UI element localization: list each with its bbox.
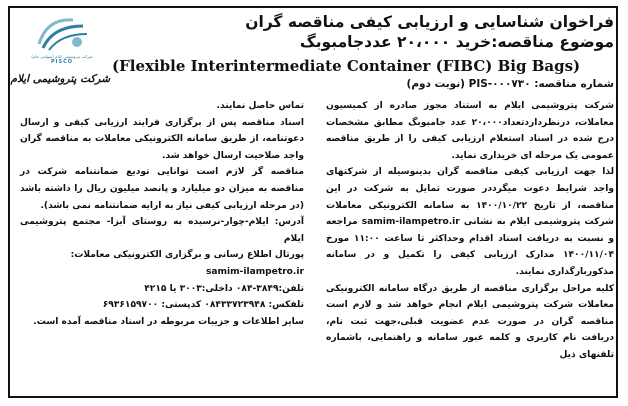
notice-header — [120, 12, 614, 52]
tender-number: شماره مناقصه: PIS-۰۰۰۷۳۰ (نوبت دوم) — [406, 78, 614, 90]
portal-label: پورتال اطلاع رسانی و برگزاری الکترونیکی معاملات: — [70, 250, 304, 261]
address: آدرس: ایلام-چوار-نرسیده به روستای آبزا- مجتمع پتروشیمی ایلام — [20, 217, 304, 244]
logo-company-name: شرکت پتروشیمی ایلام — [10, 73, 110, 85]
paragraph-documents: اسناد مناقصه پس از برگزاری فرایند ارزیابی کیفی و ارسال دعوتنامه، از طریق سامانه الکترونیکی معاملات به مناقصه گران واجد صلاحیت ارسال خواهد شد. — [20, 117, 304, 161]
fax-postal-code: تلفکس: ۰۸۴۳۳۷۲۳۹۴۸ کدپستی: ۶۹۳۶۱۵۹۷۰۰ — [102, 300, 304, 311]
company-logo — [10, 14, 110, 100]
left-column — [20, 98, 304, 330]
logo-subtitle: شرکت پتروشیمی ایلام (سهامی عام) — [31, 54, 93, 59]
english-product-title: (Flexible Interintermediate Container (FIBC) Big Bags) — [112, 57, 581, 75]
further-info: سایر اطلاعات و جزییات مربوطه در اسناد مناقصه آمده است. — [33, 316, 304, 327]
portal-link[interactable]: samim-ilampetro.ir — [205, 266, 304, 277]
paragraph-intro: شرکت پتروشیمی ایلام به استناد مجوز صادره از کمیسیون معاملات، درنظرداردتعداد۲۰،۰۰۰ عدد جامبوبگ مطابق مشخصات درج شده در اسناد استعلام ارزیابی کیفی را از طریق مناقصه عمومی یک مرحله ای خریداری نماید. — [326, 101, 614, 161]
tender-subject: موضوع مناقصه:خرید ۲۰،۰۰۰ عددجامبوبگ — [299, 33, 614, 51]
pisco-emblem-icon — [33, 14, 91, 54]
right-column — [326, 98, 614, 364]
notice-title: فراخوان شناسایی و ارزیابی کیفی مناقصه گران — [245, 13, 614, 31]
paragraph-contact: تماس حاصل نمایند. — [216, 101, 304, 111]
logo-abbreviation: PISCO — [50, 59, 74, 65]
paragraph-invitation: لذا جهت ارزیابی کیفی مناقصه گران بدینوسیله از شرکتهای واجد شرایط دعوت میگرددر صورت تمایل به شرکت در این مناقصه، از تاریخ ۱۴۰۰/۱۰/۲۲ به سامانه الکترونیکی معاملات شرکت پتروشیمی ایلام به نشانی samim-ilampetro.ir مراجعه و نسبت به دریافت اسناد اقدام وحداکثر تا ساعت ۱۱:۰۰ مورخ ۱۴۰۰/۱۱/۰۴ مدارک ارزیابی کیفی را تکمیل و در سامانه مذکوربارگذاری نمایند. — [326, 167, 614, 277]
phone-numbers: تلفن:۳۸۴۹-۰۸۴ داخلی:۳۰۰۳ یا ۴۲۱۵ — [144, 283, 304, 294]
paragraph-procedure: کلیه مراحل برگزاری مناقصه از طریق درگاه سامانه الکترونیکی معاملات شرکت پتروشیمی ایلام انجام خواهد شد و لازم است مناقصه گران در صورت عدم عضویت قبلی،جهت ثبت نام، دریافت نام کاربری و کلمه عبور سامانه و راهنمایی، باشماره تلفنهای ذیل — [326, 283, 614, 360]
paragraph-guarantee: مناقصه گر لازم است توانایی تودیع ضمانتنامه شرکت در مناقصه به میزان دو میلیارد و پانصد میلیون ریال را داشته باشد (در مرحله ارزیابی کیفی نیاز به ارایه ضمانتنامه نمی باشد). — [20, 167, 304, 211]
